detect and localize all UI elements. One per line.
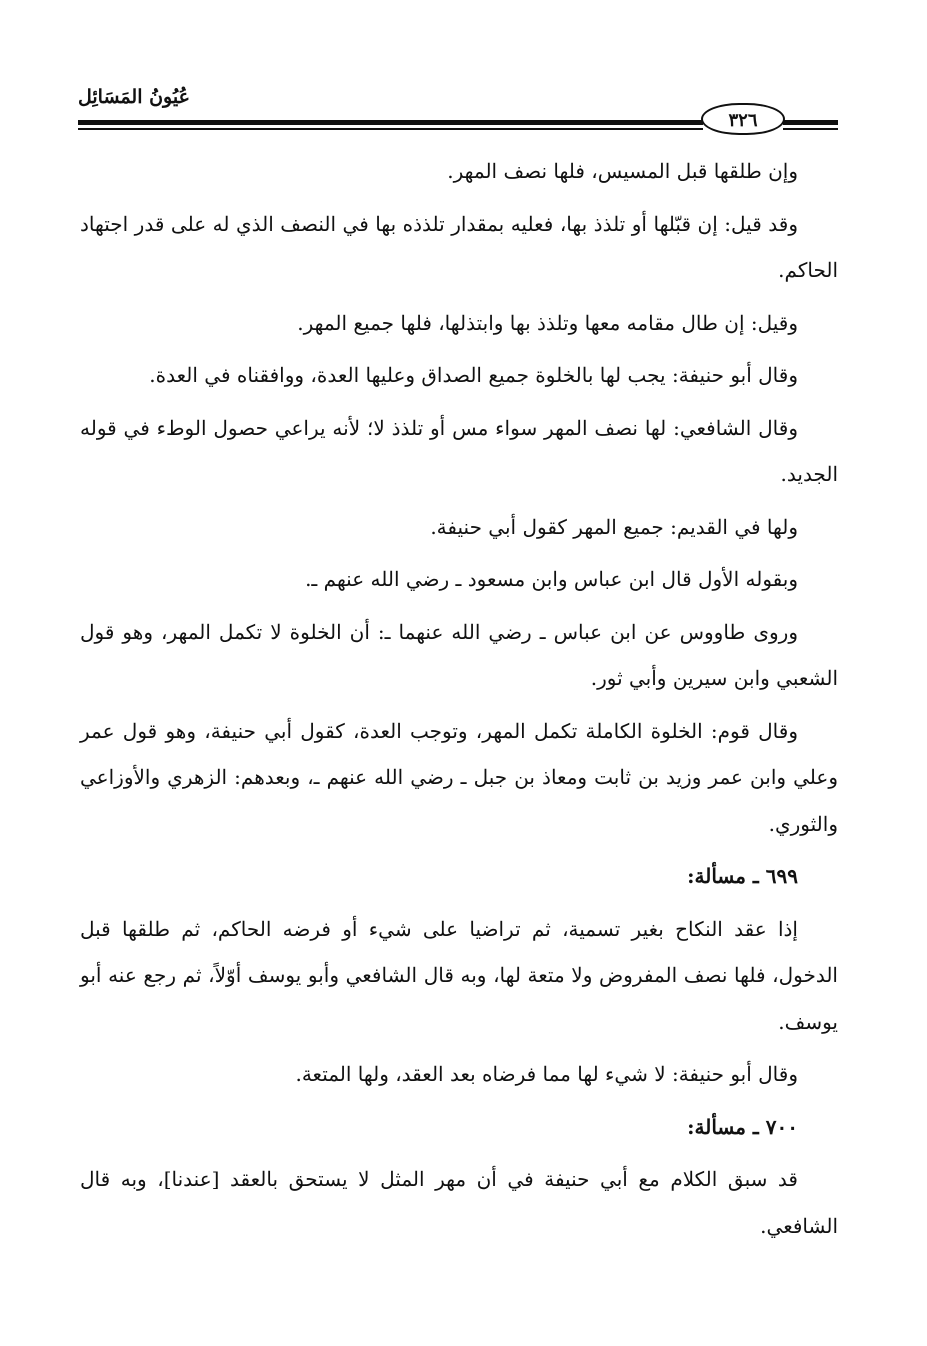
- section-heading: ٧٠٠ ـ مسألة:: [687, 1114, 798, 1139]
- paragraph: ولها في القديم: جميع المهر كقول أبي حنيفة.: [430, 514, 798, 539]
- paragraph: وقال أبو حنيفة: يجب لها بالخلوة جميع الصداق وعليها العدة، ووافقناه في العدة.: [149, 363, 798, 387]
- page-body: [80, 148, 838, 1255]
- paragraph: قد سبق الكلام مع أبي حنيفة في أن مهر المثل لا يستحق بالعقد [عندنا]، وبه قال الشافعي.: [80, 1167, 838, 1238]
- header-rule-thin: [78, 128, 703, 130]
- page-header: [78, 78, 838, 138]
- paragraph: وقال قوم: الخلوة الكاملة تكمل المهر، وتوجب العدة، كقول أبي حنيفة، وهو قول عمر وعلي وابن عمر وزيد بن ثابت ومعاذ بن جبل ـ رضي الله عنهم ـ، وبعدهم: الزهري والأوزاعي والثوري.: [80, 718, 838, 836]
- paragraph: وإن طلقها قبل المسيس، فلها نصف المهر.: [447, 159, 798, 183]
- page-number: ٣٢٦: [701, 103, 785, 135]
- header-rule-right-thick: [783, 120, 838, 125]
- paragraph: إذا عقد النكاح بغير تسمية، ثم تراضيا على شيء أو فرضه الحاكم، ثم طلقها قبل الدخول، فلها نصف المفروض ولا متعة لها، وبه قال الشافعي وأبو يوسف أوّلاً، ثم رجع عنه أبو يوسف.: [80, 916, 838, 1034]
- book-title: عُيُونُ المَسَائِل: [78, 86, 190, 108]
- header-rule-right-thin: [783, 128, 838, 130]
- section-heading: ٦٩٩ ـ مسألة:: [687, 864, 798, 888]
- header-rule-thick: [78, 120, 703, 125]
- paragraph: وقال أبو حنيفة: لا شيء لها مما فرضاه بعد العقد، ولها المتعة.: [295, 1062, 798, 1086]
- paragraph: وبقوله الأول قال ابن عباس وابن مسعود ـ رضي الله عنهم ـ.: [305, 567, 798, 591]
- paragraph: وقد قيل: إن قبّلها أو تلذذ بها، فعليه بمقدار تلذذه بها في النصف الذي له على قدر اجتهاد الحاكم.: [80, 211, 838, 282]
- paragraph: وقيل: إن طال مقامه معها وتلذذ بها وابتذلها، فلها جميع المهر.: [297, 310, 798, 335]
- paragraph: وقال الشافعي: لها نصف المهر سواء مس أو تلذذ لا؛ لأنه يراعي حصول الوطء في قوله الجديد.: [80, 415, 838, 486]
- paragraph: وروى طاووس عن ابن عباس ـ رضي الله عنهما ـ: أن الخلوة لا تكمل المهر، وهو قول الشعبي وابن سيرين وأبي ثور.: [80, 619, 838, 690]
